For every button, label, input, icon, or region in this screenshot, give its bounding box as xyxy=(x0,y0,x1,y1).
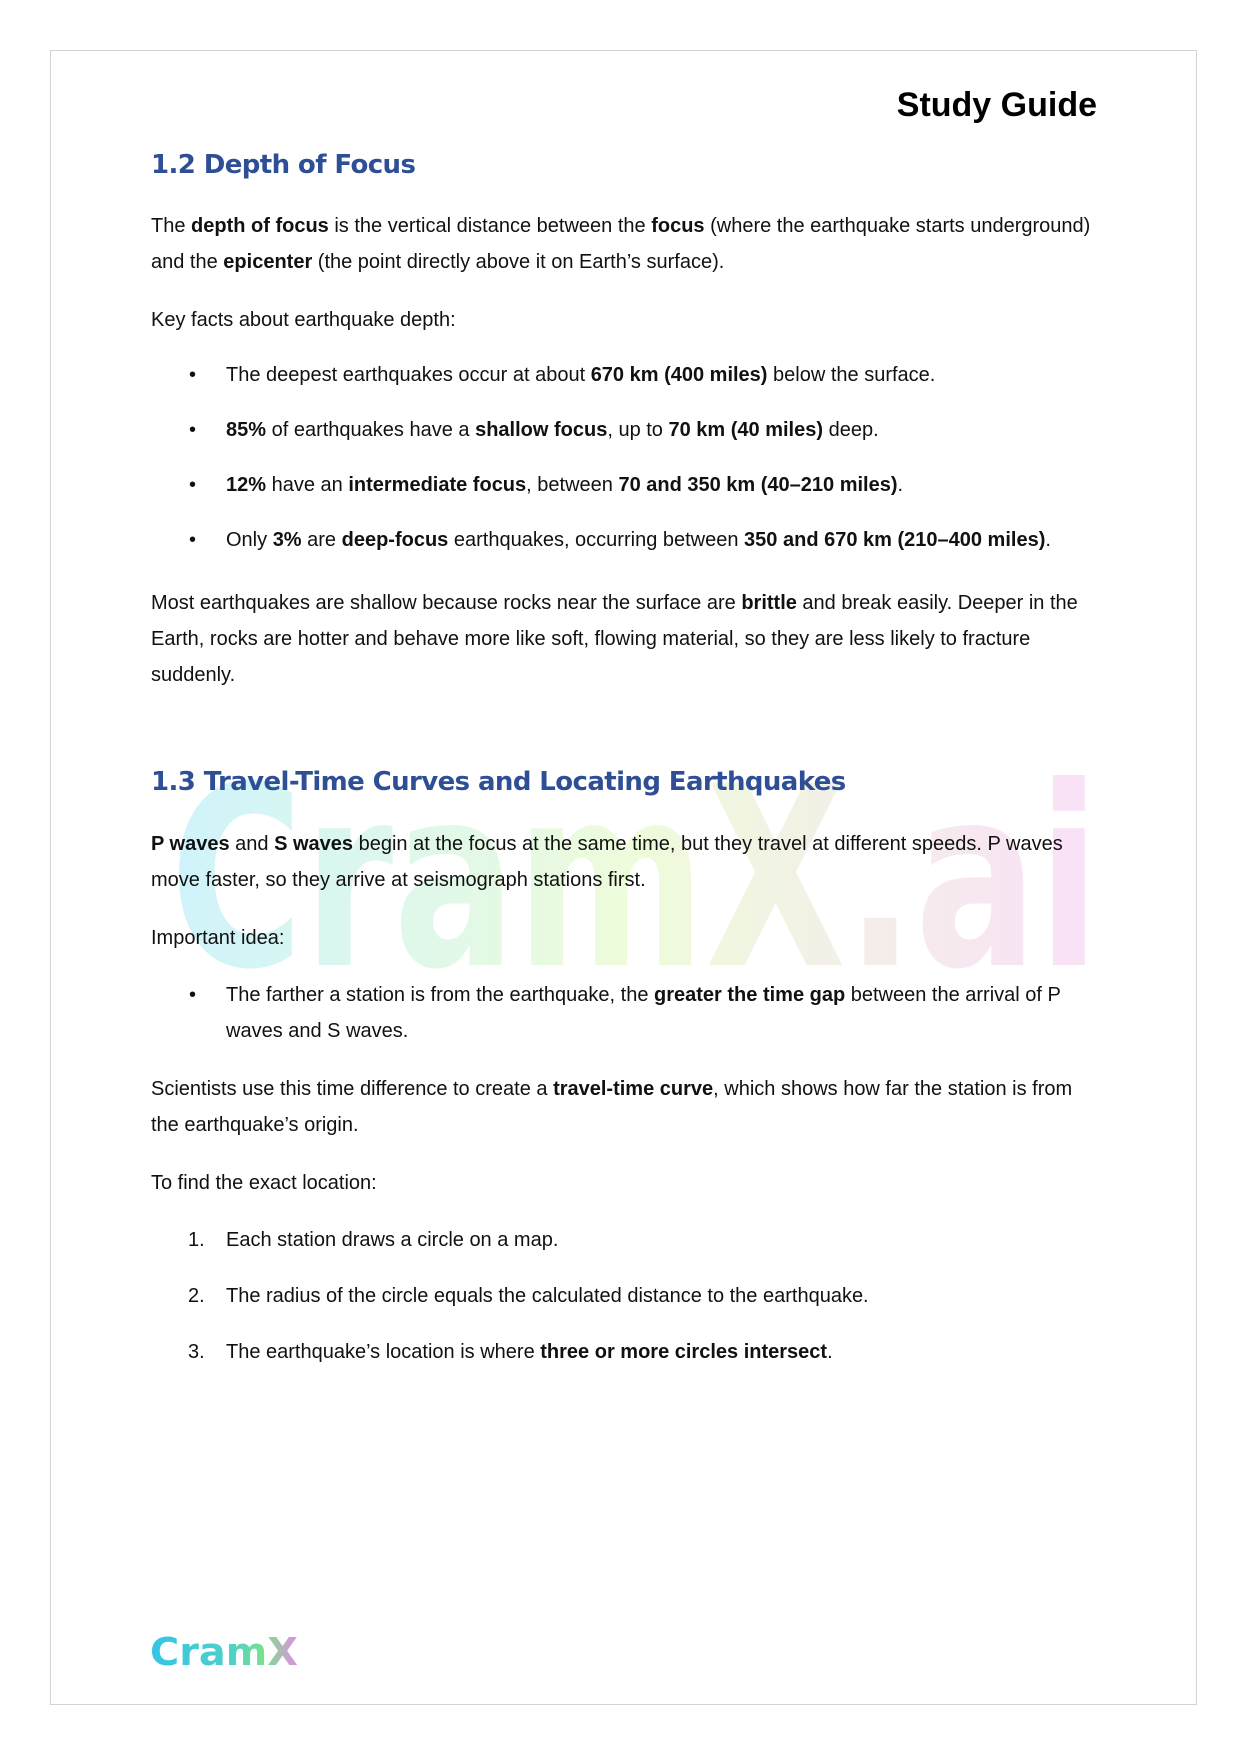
page-header-title: Study Guide xyxy=(896,86,1097,124)
numbered-list-steps xyxy=(151,1222,1091,1370)
section-1-3-steps-lead-block xyxy=(151,1165,1091,1201)
bullet-marker: • xyxy=(189,419,197,441)
paragraph-depth-definition: The depth of focus is the vertical distance between the focus (where the earthquake starts underground) and the epicenter (the point directly above it on Earth’s surface). xyxy=(151,215,1091,273)
bullet-list-important-idea xyxy=(151,977,1091,1049)
bullet-marker: • xyxy=(189,474,197,496)
list-item-text: The radius of the circle equals the calculated distance to the earthquake. xyxy=(226,1285,869,1307)
svg-text:CramX.ai: CramX.ai xyxy=(170,750,1100,990)
bullet-marker: • xyxy=(189,529,197,551)
section-1-3-middle-block xyxy=(151,1071,1091,1143)
list-item-text: 12% have an intermediate focus, between 70 and 350 km (40–210 miles). xyxy=(226,474,904,496)
section-1-3-steps xyxy=(151,1222,1091,1370)
section-1-3-intro-block xyxy=(151,826,1091,898)
section-depth-of-focus xyxy=(151,150,1091,180)
paragraph-shallow-explanation: Most earthquakes are shallow because rocks near the surface are brittle and break easily. Deeper in the Earth, rocks are hotter and behave more like soft, flowing material, so they are less likely to fracture suddenly. xyxy=(151,592,1078,686)
paragraph-travel-time-curve: Scientists use this time difference to create a travel-time curve, which shows how far the station is from the earthquake’s origin. xyxy=(151,1078,1073,1136)
step-number: 1. xyxy=(188,1229,205,1251)
list-item-text: Each station draws a circle on a map. xyxy=(226,1229,559,1251)
paragraph-find-location-lead: To find the exact location: xyxy=(151,1172,377,1194)
section-1-2-closing-block xyxy=(151,585,1091,693)
paragraph-important-idea-lead: Important idea: xyxy=(151,927,285,949)
list-item xyxy=(151,467,1091,503)
section-heading: 1.3 Travel-Time Curves and Locating Earthquakes xyxy=(151,767,846,797)
step-number: 2. xyxy=(188,1285,205,1307)
bullet-marker: • xyxy=(189,984,197,1006)
paragraph-p-s-waves: P waves and S waves begin at the focus at the same time, but they travel at different speeds. P waves move faster, so they arrive at seismograph stations first. xyxy=(151,833,1063,891)
list-item xyxy=(151,1222,1091,1258)
bullet-marker: • xyxy=(189,364,197,386)
list-item-text: The deepest earthquakes occur at about 670 km (400 miles) below the surface. xyxy=(226,364,936,386)
list-item xyxy=(151,357,1091,393)
section-1-2-intro-block xyxy=(151,208,1091,280)
section-1-3-bullets xyxy=(151,977,1091,1049)
svg-text:CramX: CramX xyxy=(150,1630,298,1674)
list-item-text: Only 3% are deep-focus earthquakes, occurring between 350 and 670 km (210–400 miles). xyxy=(226,529,1051,551)
list-item xyxy=(151,977,1091,1049)
step-number: 3. xyxy=(188,1341,205,1363)
section-travel-time-curves xyxy=(151,767,1091,797)
list-item xyxy=(151,522,1091,558)
section-1-2-bullets xyxy=(151,357,1091,558)
section-1-2-lead-block xyxy=(151,302,1091,338)
section-heading: 1.2 Depth of Focus xyxy=(151,150,416,180)
bullet-list-depth-facts xyxy=(151,357,1091,558)
list-item-text: 85% of earthquakes have a shallow focus, up to 70 km (40 miles) deep. xyxy=(226,419,879,441)
list-item xyxy=(151,1278,1091,1314)
list-item xyxy=(151,412,1091,448)
cramx-logo xyxy=(150,1625,300,1675)
section-1-3-lead-block xyxy=(151,920,1091,956)
list-item-text: The farther a station is from the earthquake, the greater the time gap between the arrival of P waves and S waves. xyxy=(226,984,1061,1042)
list-item xyxy=(151,1334,1091,1370)
paragraph-key-facts-lead: Key facts about earthquake depth: xyxy=(151,309,456,331)
list-item-text: The earthquake’s location is where three or more circles intersect. xyxy=(226,1341,833,1363)
